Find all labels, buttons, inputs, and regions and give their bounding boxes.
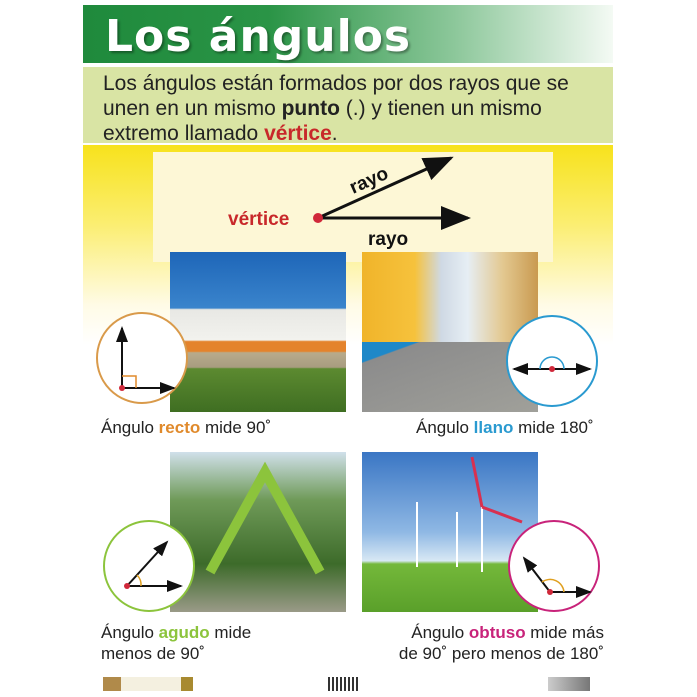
caption-straight-angle xyxy=(416,417,594,438)
caption-acute-angle xyxy=(101,622,251,664)
caption-text: Ángulo xyxy=(101,418,159,437)
caption-text: menos de 90˚ xyxy=(101,644,205,663)
caption-kind: agudo xyxy=(158,623,210,642)
caption-text: mide 90˚ xyxy=(200,418,272,437)
caption-obtuse-angle xyxy=(398,622,604,664)
angle-diagram-svg xyxy=(153,152,553,262)
brand-logo xyxy=(548,677,590,691)
vertex-dot xyxy=(313,213,323,223)
photo-pavilion xyxy=(170,452,346,612)
intro-punto: punto xyxy=(281,97,340,120)
intro-vertice: vértice xyxy=(264,122,332,145)
ray-label-lower: rayo xyxy=(368,229,409,250)
caption-kind: recto xyxy=(158,418,201,437)
barcode xyxy=(328,677,360,691)
publisher-logo xyxy=(103,677,193,691)
caption-text: mide xyxy=(209,623,252,642)
caption-text: Ángulo xyxy=(101,623,159,642)
vertex-label: vértice xyxy=(228,209,290,230)
page-title: Los ángulos xyxy=(105,11,412,62)
caption-text: de 90˚ pero menos de 180˚ xyxy=(398,644,604,663)
ray-label-upper: rayo xyxy=(346,163,392,199)
caption-text: mide más xyxy=(525,623,604,642)
caption-right-angle xyxy=(101,417,271,438)
caption-text: mide 180˚ xyxy=(513,418,594,437)
intro-text xyxy=(83,67,613,143)
caption-kind: obtuso xyxy=(468,623,526,642)
caption-text: Ángulo xyxy=(416,418,474,437)
intro-part: Los ángulos están formados por dos rayos que se unen en un mismo xyxy=(103,72,569,120)
obtuse-angle-circle xyxy=(508,520,600,612)
acute-angle-circle xyxy=(103,520,195,612)
poster xyxy=(83,5,613,690)
right-angle-circle xyxy=(96,312,188,404)
caption-kind: llano xyxy=(473,418,514,437)
caption-text: Ángulo xyxy=(411,623,469,642)
intro-part: (.) y tienen un mismo extremo llamado xyxy=(103,97,542,145)
intro-part: . xyxy=(331,122,338,145)
angle-diagram xyxy=(153,152,553,262)
straight-angle-circle xyxy=(506,315,598,407)
photo-building xyxy=(170,252,346,412)
header-bar xyxy=(83,5,613,63)
